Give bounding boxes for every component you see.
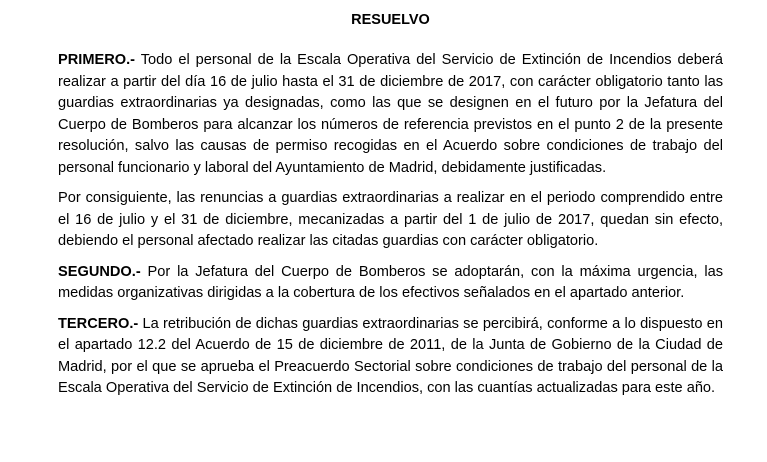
paragraph-label: PRIMERO.- xyxy=(58,52,136,68)
paragraph-segundo xyxy=(58,262,723,305)
paragraph-consiguiente xyxy=(58,188,723,253)
document-title: RESUELVO xyxy=(351,12,430,28)
paragraph-text: La retribución de dichas guardias extraordinarias se percibirá, conforme a lo dispuesto en el apartado 12.2 del Acuerdo de 15 de diciembre de 2011, de la Junta de Gobierno de la Ciudad de Madrid, por el que se aprueba el Preacuerdo Sectorial sobre condiciones de trabajo del personal de la Escala Operativa del Servicio de Extinción de Incendios, con las cuantías actualizadas para este año. xyxy=(58,315,723,396)
paragraph-tercero xyxy=(58,314,723,400)
paragraph-text: Por la Jefatura del Cuerpo de Bomberos se adoptarán, con la máxima urgencia, las medidas organizativas dirigidas a la cobertura de los efectivos señalados en el apartado anterior. xyxy=(58,263,723,301)
paragraph-label: SEGUNDO.- xyxy=(58,263,141,280)
paragraph-primero xyxy=(58,50,723,179)
paragraph-label: TERCERO.- xyxy=(58,315,139,332)
paragraph-text: Por consiguiente, las renuncias a guardias extraordinarias a realizar en el periodo comprendido entre el 16 de julio y el 31 de diciembre, mecanizadas a partir del 1 de julio de 2017, quedan sin efecto, debiendo el personal afectado realizar las citadas guardias con carácter obligatorio. xyxy=(58,190,723,249)
paragraph-text: Todo el personal de la Escala Operativa del Servicio de Extinción de Incendios deberá realizar a partir del día 16 de julio hasta el 31 de diciembre de 2017, con carácter obligatorio tanto las guardias extraordinarias ya designadas, como las que se designen en el futuro por la Jefatura del Cuerpo de Bomberos para alcanzar los números de referencia previstos en el punto 2 de la presente resolución, salvo las causas de permiso recogidas en el Acuerdo sobre condiciones de trabajo del personal funcionario y laboral del Ayuntamiento de Madrid, debidamente justificadas. xyxy=(58,52,723,176)
